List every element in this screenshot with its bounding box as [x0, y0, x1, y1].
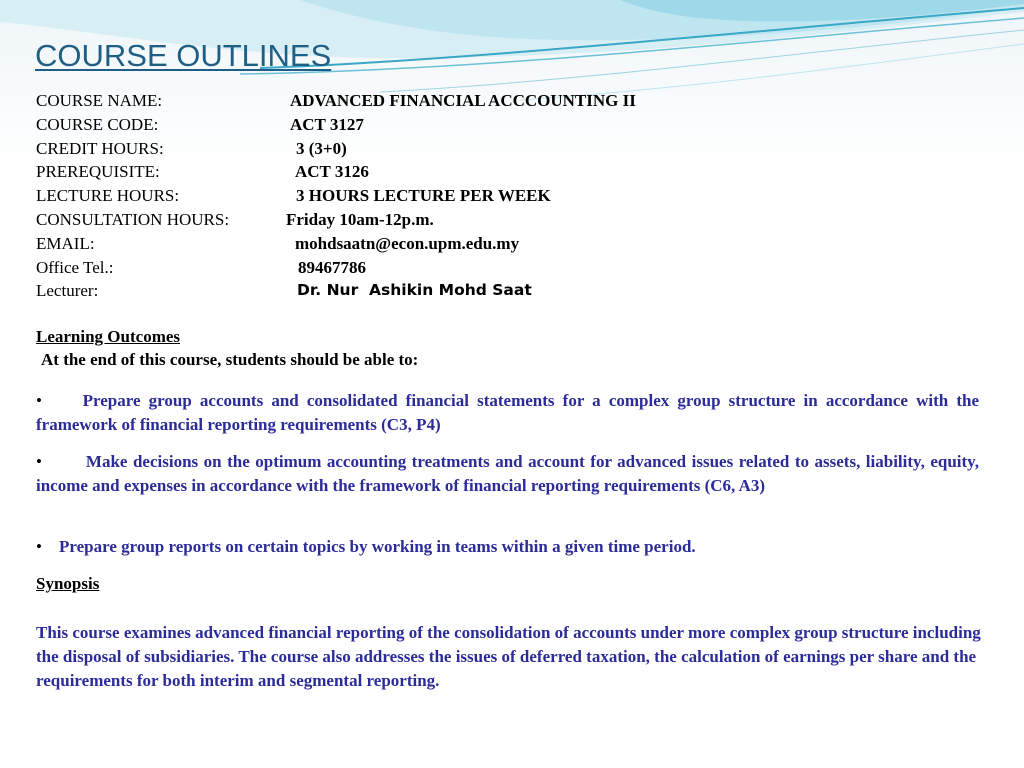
- consultation-hours-row: [36, 208, 736, 232]
- prerequisite-row: [36, 160, 736, 184]
- email-label: EMAIL:: [36, 233, 95, 253]
- credit-hours-label: CREDIT HOURS:: [36, 138, 164, 158]
- page-title: COURSE OUTLINES: [35, 38, 332, 73]
- learning-outcomes-intro: At the end of this course, students should be able to:: [41, 350, 419, 369]
- credit-hours-value: 3 (3+0): [296, 138, 347, 158]
- email-value: mohdsaatn@econ.upm.edu.my: [295, 233, 520, 253]
- consultation-hours-label: CONSULTATION HOURS:: [36, 209, 230, 229]
- lecture-hours-value: 3 HOURS LECTURE PER WEEK: [296, 186, 551, 206]
- prerequisite-value: ACT 3126: [295, 162, 369, 182]
- bullet-icon: •: [36, 452, 42, 471]
- prerequisite-label: PREREQUISITE:: [36, 162, 160, 182]
- learning-outcome-text: Make decisions on the optimum accounting treatments and account for advanced issues related to assets, liability, equity, income and expenses in accordance with the framework of financial reporting requirements (C6, A3): [36, 452, 979, 495]
- learning-outcome-item: [36, 450, 979, 498]
- learning-outcome-text: Prepare group accounts and consolidated financial statements for a complex group structure in accordance with the framework of financial reporting requirements (C3, P4): [36, 391, 979, 434]
- consultation-hours-value: Friday 10am-12p.m.: [286, 209, 434, 229]
- lecturer-row: [36, 279, 736, 303]
- learning-outcome-item: [36, 389, 979, 437]
- learning-outcome-item: [36, 535, 979, 559]
- learning-outcomes-heading: Learning Outcomes: [36, 327, 181, 346]
- lecture-hours-row: [36, 184, 736, 208]
- email-row: [36, 232, 736, 256]
- synopsis-heading: Synopsis: [36, 574, 100, 593]
- office-tel-label: Office Tel.:: [36, 257, 114, 277]
- office-tel-value: 89467786: [298, 257, 366, 277]
- lecturer-value: Dr. Nur Ashikin Mohd Saat: [297, 281, 532, 300]
- synopsis-text: This course examines advanced financial reporting of the consolidation of accounts under more complex group structure including the disposal of subsidiaries. The course also addresses the issues of deferred taxation, the calculation of earnings per share and the requirements for both interim and segmental reporting.: [36, 623, 981, 690]
- lecture-hours-label: LECTURE HOURS:: [36, 186, 180, 206]
- office-tel-row: [36, 256, 736, 280]
- credit-hours-row: [36, 137, 736, 161]
- course-code-row: [36, 113, 736, 137]
- bullet-icon: •: [36, 391, 42, 410]
- learning-outcome-text: Prepare group reports on certain topics by working in teams within a given time period.: [58, 537, 696, 556]
- bullet-icon: •: [36, 537, 42, 556]
- lecturer-label: Lecturer:: [36, 281, 99, 301]
- course-name-row: [36, 89, 736, 113]
- course-name-value: ADVANCED FINANCIAL ACCCOUNTING II: [290, 91, 636, 110]
- course-code-label: COURSE CODE:: [36, 114, 159, 134]
- course-code-value: ACT 3127: [290, 114, 364, 134]
- course-info-list: [36, 89, 736, 303]
- course-name-label: COURSE NAME:: [36, 91, 163, 110]
